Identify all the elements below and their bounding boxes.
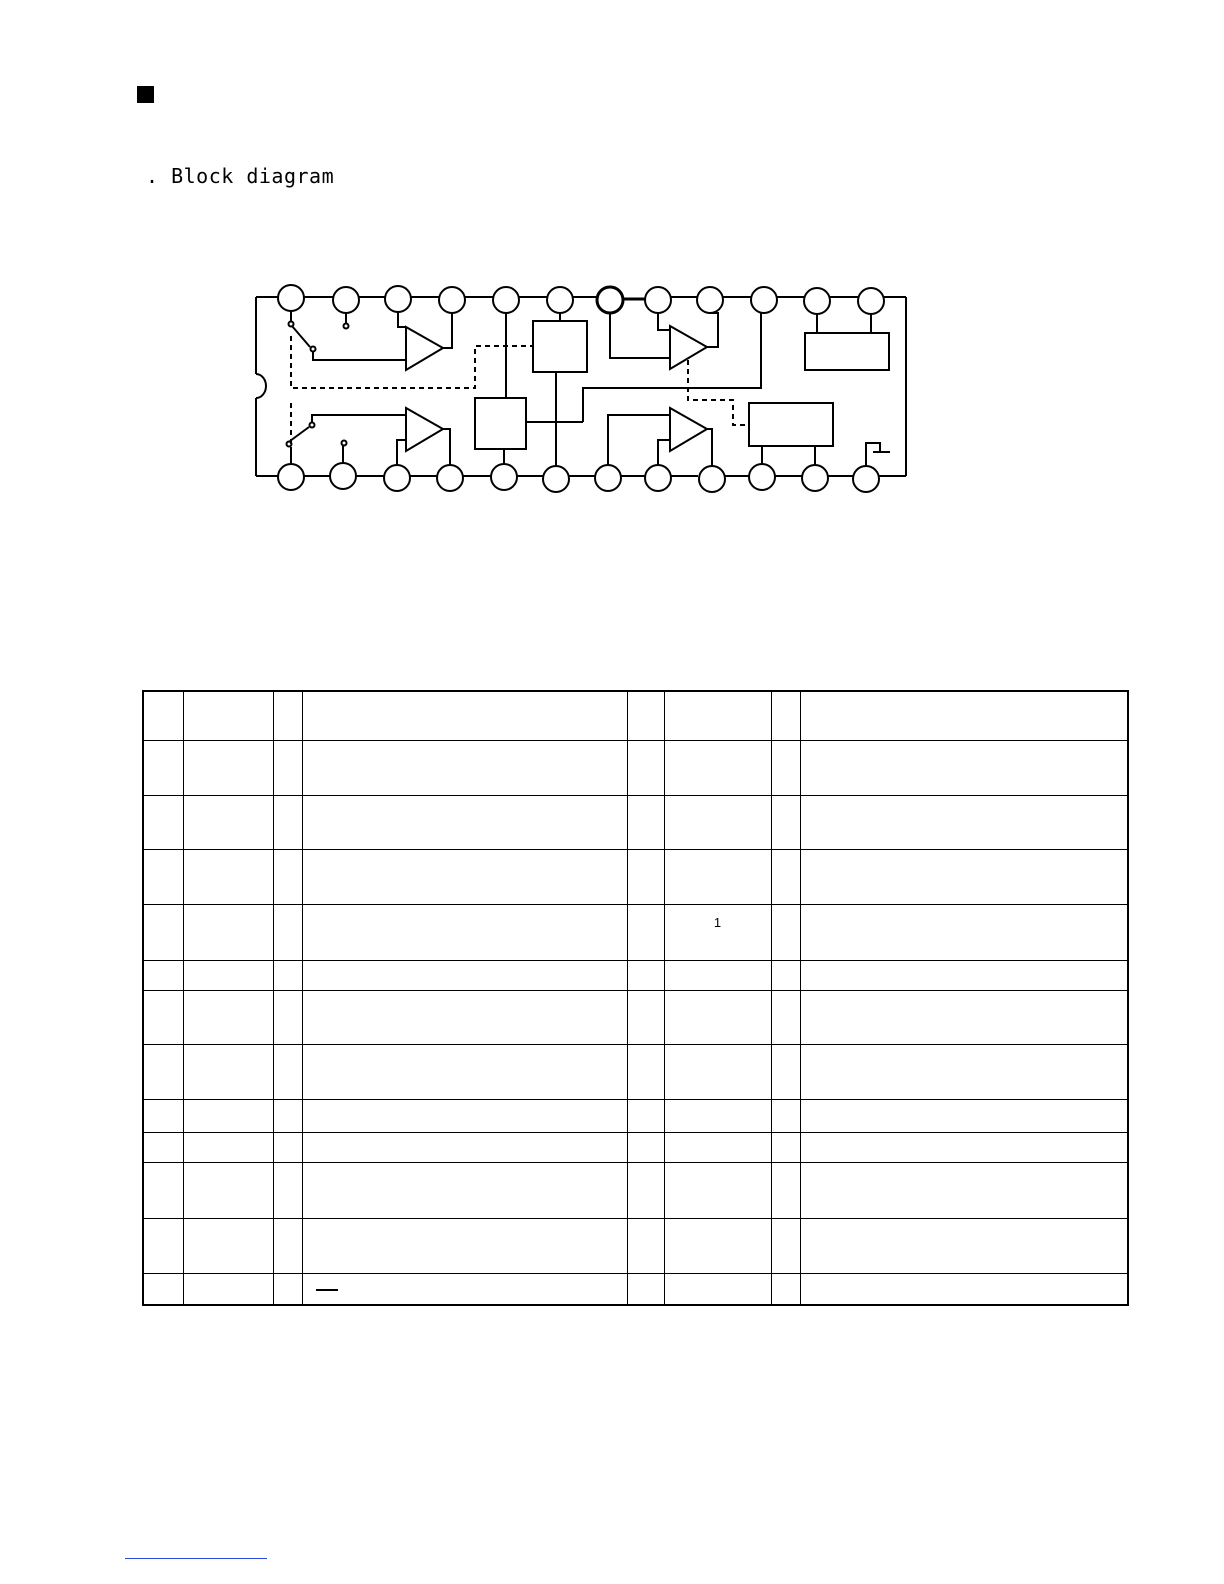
amplifier-top-right (610, 313, 718, 369)
top-pins (278, 285, 884, 314)
table-row (143, 1273, 1128, 1305)
control-block-upper (533, 313, 587, 372)
amplifier-bottom-right (608, 408, 712, 466)
pin-count-mark: 1 (713, 914, 722, 930)
pin-description-table (142, 690, 1129, 1306)
table-row (143, 960, 1128, 990)
table-row (143, 1162, 1128, 1218)
table-header-row (143, 691, 1128, 740)
table-row (143, 795, 1128, 849)
section-heading: . Block diagram (146, 164, 335, 188)
table-row (143, 1132, 1128, 1162)
footer-link-underline[interactable] (125, 1558, 267, 1559)
amplifier-top-left (398, 312, 452, 370)
table-row (143, 1218, 1128, 1273)
switch-lower (287, 415, 407, 464)
amplifier-bottom-left (397, 408, 450, 465)
switch-upper (289, 311, 407, 360)
regulator-block-upper (805, 314, 889, 370)
table-row (143, 904, 1128, 960)
table-row (143, 1099, 1128, 1132)
table-row (143, 990, 1128, 1044)
ground-icon (866, 443, 890, 466)
table-row (143, 740, 1128, 795)
table-row (143, 1044, 1128, 1099)
regulator-block-lower (749, 403, 833, 465)
table-row (143, 849, 1128, 904)
block-diagram (0, 0, 1224, 560)
overbar-mark (316, 1289, 338, 1291)
bottom-pins (278, 463, 879, 492)
